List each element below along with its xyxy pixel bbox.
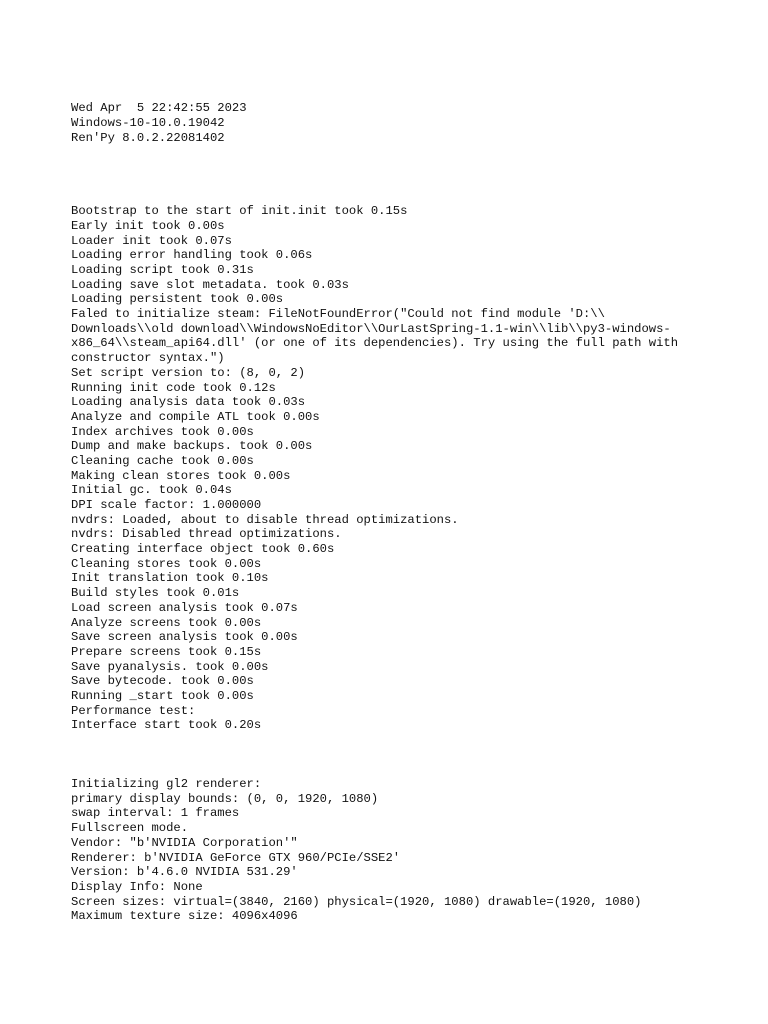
log-document xyxy=(71,72,751,939)
log-line: Faled to initialize steam: FileNotFoundError("Could not find module 'D:\\ xyxy=(71,307,605,322)
log-line: Renderer: b'NVIDIA GeForce GTX 960/PCIe/SSE2' xyxy=(71,850,401,865)
log-line: Init translation took 0.10s xyxy=(71,571,269,586)
log-line: x86_64\\steam_api64.dll' (or one of its dependencies). Try using the full path with xyxy=(71,336,679,351)
log-line: Making clean stores took 0.00s xyxy=(71,468,291,483)
log-line: Prepare screens took 0.15s xyxy=(71,644,262,659)
log-line: Loading analysis data took 0.03s xyxy=(71,395,306,410)
log-line: Analyze screens took 0.00s xyxy=(71,615,262,630)
log-line: Initializing gl2 renderer: xyxy=(71,777,262,792)
log-line: Analyze and compile ATL took 0.00s xyxy=(71,409,320,424)
log-line: Maximum texture size: 4096x4096 xyxy=(71,909,298,924)
log-line: Loading error handling took 0.06s xyxy=(71,248,313,263)
log-line: Wed Apr 5 22:42:55 2023 xyxy=(71,101,247,116)
log-line: Save bytecode. took 0.00s xyxy=(71,674,254,689)
log-line: Creating interface object took 0.60s xyxy=(71,542,335,557)
log-line: Load screen analysis took 0.07s xyxy=(71,600,298,615)
log-line: Version: b'4.6.0 NVIDIA 531.29' xyxy=(71,865,298,880)
log-line: Running _start took 0.00s xyxy=(71,688,254,703)
log-line: Display Info: None xyxy=(71,879,203,894)
log-line: Set script version to: (8, 0, 2) xyxy=(71,365,306,380)
log-line: Index archives took 0.00s xyxy=(71,424,254,439)
log-line: Loading save slot metadata. took 0.03s xyxy=(71,277,349,292)
log-line: Cleaning stores took 0.00s xyxy=(71,556,262,571)
log-line: Dump and make backups. took 0.00s xyxy=(71,439,313,454)
log-line: Cleaning cache took 0.00s xyxy=(71,453,254,468)
log-line: Ren'Py 8.0.2.22081402 xyxy=(71,130,225,145)
log-line: Performance test: xyxy=(71,703,196,718)
log-line: Build styles took 0.01s xyxy=(71,586,240,601)
log-line: nvdrs: Loaded, about to disable thread optimizations. xyxy=(71,512,459,527)
log-line: Windows-10-10.0.19042 xyxy=(71,116,225,131)
log-line: Bootstrap to the start of init.init took 0.15s xyxy=(71,204,408,219)
init-log-block xyxy=(71,204,751,733)
log-line: DPI scale factor: 1.000000 xyxy=(71,498,262,513)
log-line: swap interval: 1 frames xyxy=(71,806,240,821)
log-line: Early init took 0.00s xyxy=(71,218,225,233)
renderer-log-block xyxy=(71,777,751,924)
log-line: constructor syntax.") xyxy=(71,351,225,366)
log-line: Downloads\\old download\\WindowsNoEditor\\OurLastSpring-1.1-win\\lib\\py3-windows- xyxy=(71,321,671,336)
log-line: Loading script took 0.31s xyxy=(71,263,254,278)
log-line: Fullscreen mode. xyxy=(71,821,189,836)
log-line: nvdrs: Disabled thread optimizations. xyxy=(71,527,342,542)
log-line: Loader init took 0.07s xyxy=(71,233,232,248)
log-line: primary display bounds: (0, 0, 1920, 1080) xyxy=(71,791,379,806)
log-line: Save pyanalysis. took 0.00s xyxy=(71,659,269,674)
log-line: Screen sizes: virtual=(3840, 2160) physical=(1920, 1080) drawable=(1920, 1080) xyxy=(71,894,642,909)
header-block xyxy=(71,101,751,145)
log-line: Save screen analysis took 0.00s xyxy=(71,630,298,645)
log-line: Initial gc. took 0.04s xyxy=(71,483,232,498)
log-line: Running init code took 0.12s xyxy=(71,380,276,395)
log-line: Interface start took 0.20s xyxy=(71,718,262,733)
log-line: Loading persistent took 0.00s xyxy=(71,292,284,307)
log-line: Vendor: "b'NVIDIA Corporation'" xyxy=(71,835,298,850)
